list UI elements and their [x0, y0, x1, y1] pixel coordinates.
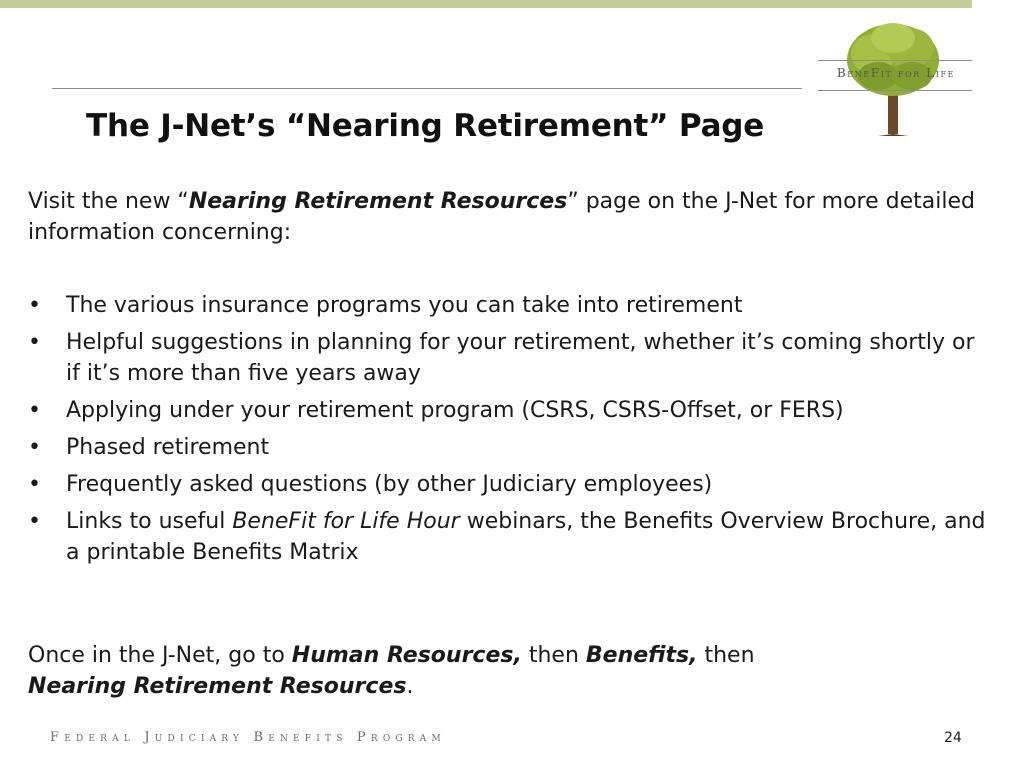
list-item-suffix: webinars, the Benefits Overview Brochure, and a printable Benefits Matrix	[66, 509, 986, 565]
bullet-icon: •	[28, 509, 41, 534]
brand-rule-top	[818, 60, 972, 61]
list-item	[28, 506, 988, 568]
list-item	[28, 290, 988, 321]
outro-text-1: Once in the J-Net, go to	[28, 643, 292, 668]
list-item	[28, 469, 988, 500]
list-item-text: Helpful suggestions in planning for your retirement, whether it’s coming shortly or if it’s more than five years away	[66, 330, 975, 386]
nav-benefits: Benefits,	[585, 643, 698, 668]
list-item	[28, 327, 988, 389]
webinar-name: BeneFit for Life Hour	[232, 509, 460, 534]
list-item-text: Phased retirement	[66, 435, 270, 460]
bullet-icon: •	[28, 435, 41, 460]
intro-prefix: Visit the new “	[28, 189, 189, 214]
slide-title: The J-Net’s “Nearing Retirement” Page	[86, 108, 765, 144]
intro-emphasis: Nearing Retirement Resources	[188, 189, 568, 214]
list-item	[28, 395, 988, 426]
intro-paragraph	[28, 186, 988, 248]
list-item-text: The various insurance programs you can take into retirement	[66, 293, 743, 318]
list-item	[28, 432, 988, 463]
brand-rule-bottom	[818, 90, 972, 91]
intro-suffix: ” page on the J-Net for more detailed information concerning:	[28, 189, 975, 245]
bullet-icon: •	[28, 398, 41, 423]
bullet-icon: •	[28, 472, 41, 497]
list-item-text: Frequently asked questions (by other Judiciary employees)	[66, 472, 713, 497]
bullet-list	[28, 290, 988, 574]
bullet-icon: •	[28, 330, 41, 355]
bullet-icon: •	[28, 293, 41, 318]
list-item-text: Applying under your retirement program (CSRS, CSRS-Offset, or FERS)	[66, 398, 844, 423]
outro-text-2: then	[521, 643, 586, 668]
header-rule	[52, 88, 802, 89]
page-number: 24	[944, 730, 962, 746]
brand-name: BeneFit for Life	[836, 66, 956, 80]
outro-text-3: then	[697, 643, 755, 668]
footer-program-name: Federal Judiciary Benefits Program	[50, 730, 446, 745]
list-item-prefix: Links to useful	[66, 509, 233, 534]
nav-nearing-retirement-resources: Nearing Retirement Resources	[28, 674, 407, 699]
top-accent-bar	[0, 0, 972, 8]
navigation-instructions	[28, 640, 988, 702]
nav-human-resources: Human Resources,	[291, 643, 522, 668]
outro-text-4: .	[406, 674, 414, 699]
